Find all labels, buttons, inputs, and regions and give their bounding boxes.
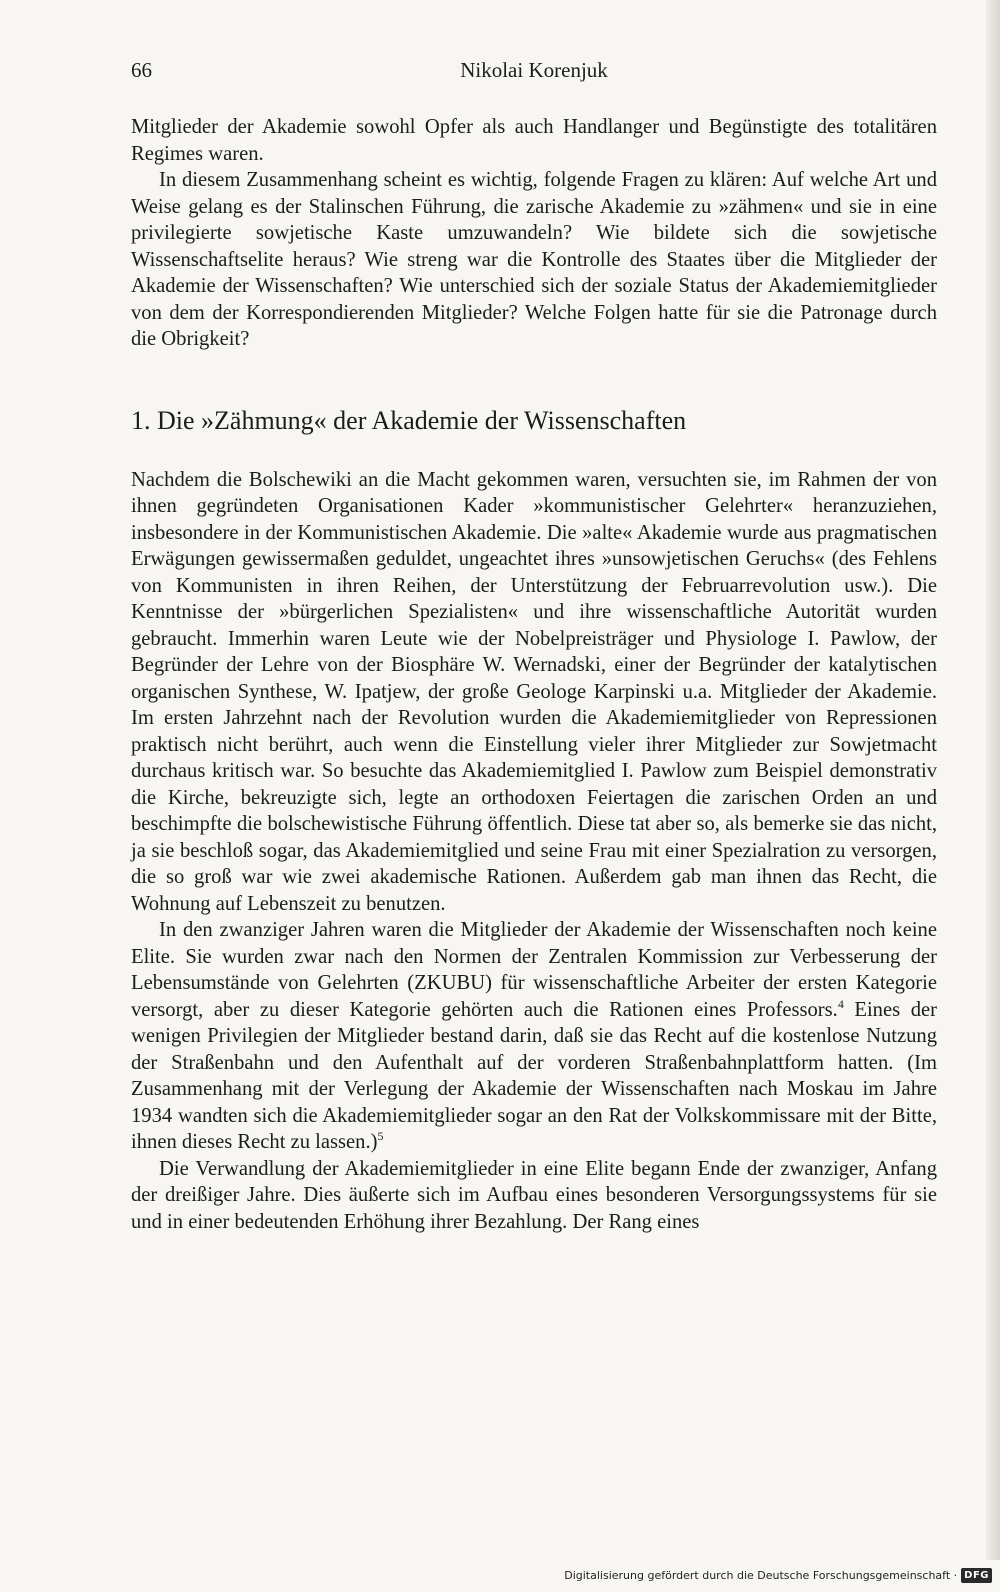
- page-number: 66: [131, 58, 152, 82]
- page-edge-shadow: [986, 0, 1000, 1560]
- running-head: Nikolai Korenjuk: [460, 58, 608, 82]
- paragraph-4: [131, 917, 937, 1156]
- digitization-footer: [564, 1564, 992, 1586]
- paragraph-1: Mitglieder der Akademie sowohl Opfer als auch Handlanger und Begünstigte des totalitären Regimes waren.: [131, 116, 937, 165]
- paragraph-4-part-b: Eines der wenigen Privilegien der Mitglieder bestand darin, daß sie das Recht auf die kostenlose Nutzung der Straßenbahn und den Aufenthalt auf der vorderen Straßenbahnplattform hatten. (Im Zusammenhang mit der Verlegung der Akademie der Wissenschaften nach Moskau im Jahre 1934 wandten sich die Akademiemitglieder sogar an den Rat der Volkskommissare mit der Bitte, ihnen dieses Recht zu lassen.): [131, 998, 937, 1153]
- digitization-credit: Digitalisierung gefördert durch die Deutsche Forschungsgemeinschaft ·: [564, 1568, 958, 1582]
- paragraph-4-part-a: In den zwanziger Jahren waren die Mitglieder der Akademie der Wissenschaften noch keine Elite. Sie wurden zwar nach den Normen der Zentralen Kommission zur Verbesserung der Lebensumstände von Gelehrten (ZKUBU) für wissenschaftliche Arbeiter der ersten Kategorie versorgt, aber zu dieser Kategorie gehörten auch die Rationen eines Professors.: [131, 919, 937, 1021]
- footnote-ref-5: 5: [377, 1129, 384, 1144]
- dfg-logo: DFG: [961, 1568, 992, 1583]
- paragraph-3: Nachdem die Bolschewiki an die Macht gekommen waren, versuchten sie, im Rahmen der von ihnen gegründeten Organisationen Kader »kommunistischer Gelehrter« heranzuziehen, insbesondere in der Kommunistischen Akademie. Die »alte« Akademie wurde aus pragmatischen Erwägungen gewissermaßen geduldet, ungeachtet ihres »unsowjetischen Geruchs« (des Fehlens von Kommunisten in ihren Reihen, der Unterstützung der Februarrevolution usw.). Die Kenntnisse der »bürgerlichen Spezialisten« und ihre wissenschaftliche Autorität wurden gebraucht. Immerhin waren Leute wie der Nobelpreisträger und Physiologe I. Pawlow, der Begründer der Lehre von der Biosphäre W. Wernadski, einer der Begründer der katalytischen organischen Synthese, W. Ipatjew, der große Geologe Karpinski u.a. Mitglieder der Akademie. Im ersten Jahrzehnt nach der Revolution wurden die Akademiemitglieder von Repressionen praktisch nicht berührt, auch wenn die Einstellung vieler ihrer Mitglieder zur Sowjetmacht durchaus kritisch war. So besuchte das Akademiemitglied I. Pawlow zum Beispiel demonstrativ die Kirche, bekreuzigte sich, legte an orthodoxen Feiertagen die zarischen Orden an und beschimpfte die bolschewistische Führung öffentlich. Diese tat aber so, als bemerke sie das nicht, ja sie beschloß sogar, das Akademiemitglied und seine Frau mit einer Spezialration zu versorgen, die so groß war wie zwei akademische Rationen. Außerdem gab man ihnen das Recht, die Wohnung auf Lebenszeit zu benutzen.: [131, 468, 937, 915]
- paragraph-2: In diesem Zusammenhang scheint es wichtig, folgende Fragen zu klären: Auf welche Art und Weise gelang es der Stalinschen Führung, die zarische Akademie zu »zähmen« und sie in eine privilegierte sowjetische Kaste umzuwandeln? Wie bildete sich die sowjetische Wissenschaftselite heraus? Wie streng war die Kontrolle des Staates über die Mitglieder der Akademie der Wissenschaften? Wie unterschied sich der soziale Status der Akademiemitglieder von dem der Korrespondierenden Mitglieder? Welche Folgen hatte für sie die Patronage durch die Obrigkeit?: [131, 169, 937, 350]
- paragraph-5: Die Verwandlung der Akademiemitglieder in eine Elite begann Ende der zwanziger, Anfang der dreißiger Jahre. Dies äußerte sich im Aufbau eines besonderen Versorgungssystems für sie und in einer bedeutenden Erhöhung ihrer Bezahlung. Der Rang eines: [131, 1157, 937, 1233]
- page-header: [131, 58, 937, 92]
- footnote-ref-4: 4: [837, 996, 844, 1011]
- body-text: [131, 114, 937, 1235]
- section-heading: 1. Die »Zähmung« der Akademie der Wissenschaften: [131, 405, 687, 435]
